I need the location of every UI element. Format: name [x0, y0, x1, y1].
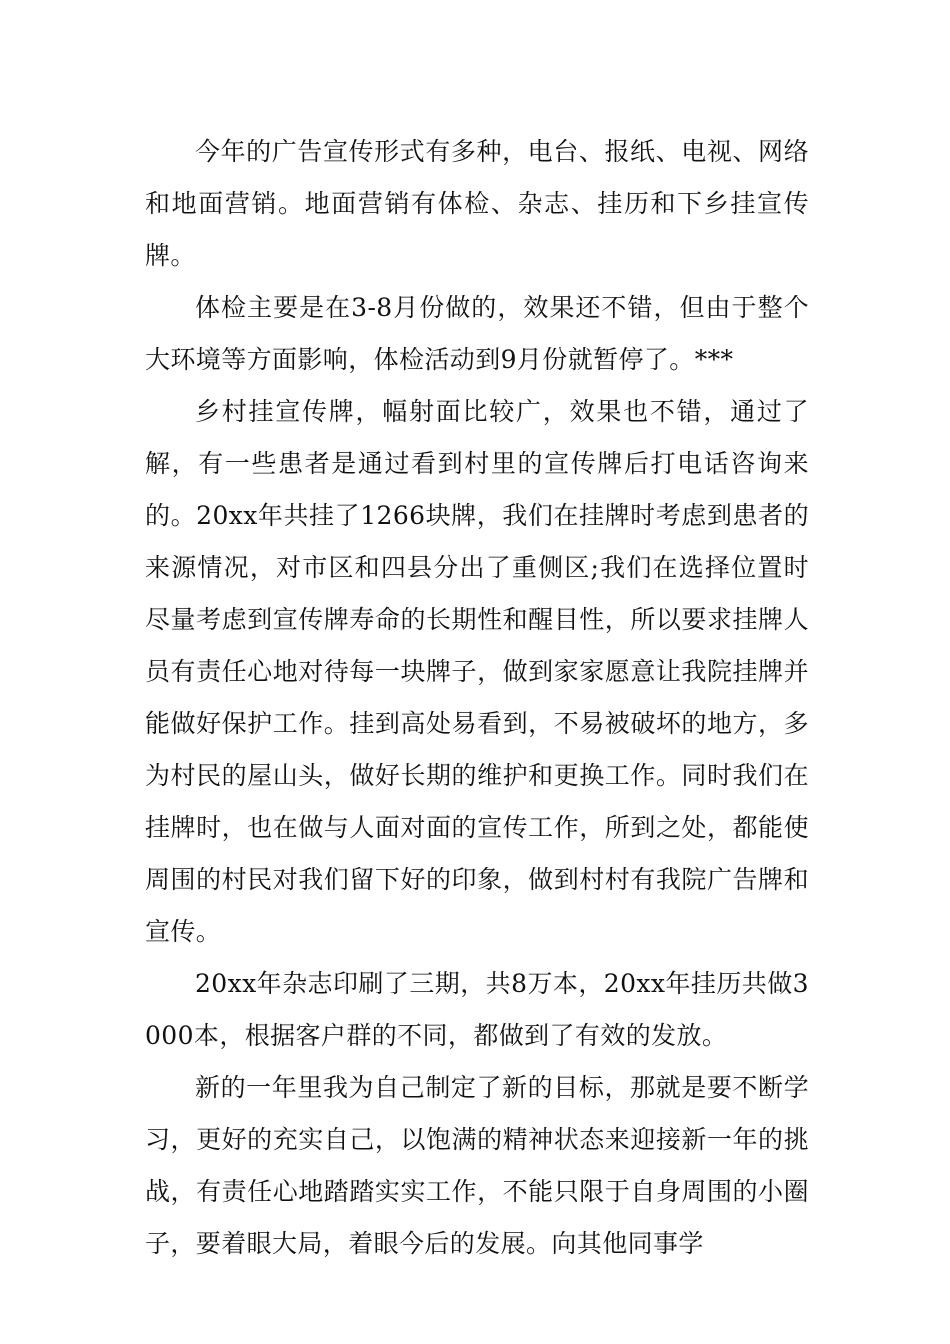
- document-page: [145, 126, 809, 1270]
- paragraph-village-billboards: 乡村挂宣传牌，幅射面比较广，效果也不错，通过了解，有一些患者是通过看到村里的宣传牌后打电话咨询来的。20xx年共挂了1266块牌，我们在挂牌时考虑到患者的来源情况，对市区和四县分出了重侧区;我们在选择位置时尽量考虑到宣传牌寿命的长期性和醒目性，所以要求挂牌人员有责任心地对待每一块牌子，做到家家愿意让我院挂牌并能做好保护工作。挂到高处易看到，不易被破坏的地方，多为村民的屋山头，做好长期的维护和更换工作。同时我们在挂牌时，也在做与人面对面的宣传工作，所到之处，都能使周围的村民对我们留下好的印象，做到村村有我院广告牌和宣传。: [145, 397, 809, 946]
- paragraph-new-year-goals: 新的一年里我为自己制定了新的目标，那就是要不断学习，更好的充实自己，以饱满的精神状态来迎接新一年的挑战，有责任心地踏踏实实工作，不能只限于自身周围的小圈子，要着眼大局，着眼今后的发展。向其他同事学: [145, 1073, 809, 1258]
- paragraph-magazine-calendar: 20xx年杂志印刷了三期，共8万本，20xx年挂历共做3000本，根据客户群的不同，都做到了有效的发放。: [145, 969, 809, 1050]
- paragraph-advertising-forms: 今年的广告宣传形式有多种，电台、报纸、电视、网络和地面营销。地面营销有体检、杂志、挂历和下乡挂宣传牌。: [145, 137, 809, 270]
- paragraph-health-checkup: 体检主要是在3-8月份做的，效果还不错，但由于整个大环境等方面影响，体检活动到9月份就暂停了。***: [145, 293, 809, 374]
